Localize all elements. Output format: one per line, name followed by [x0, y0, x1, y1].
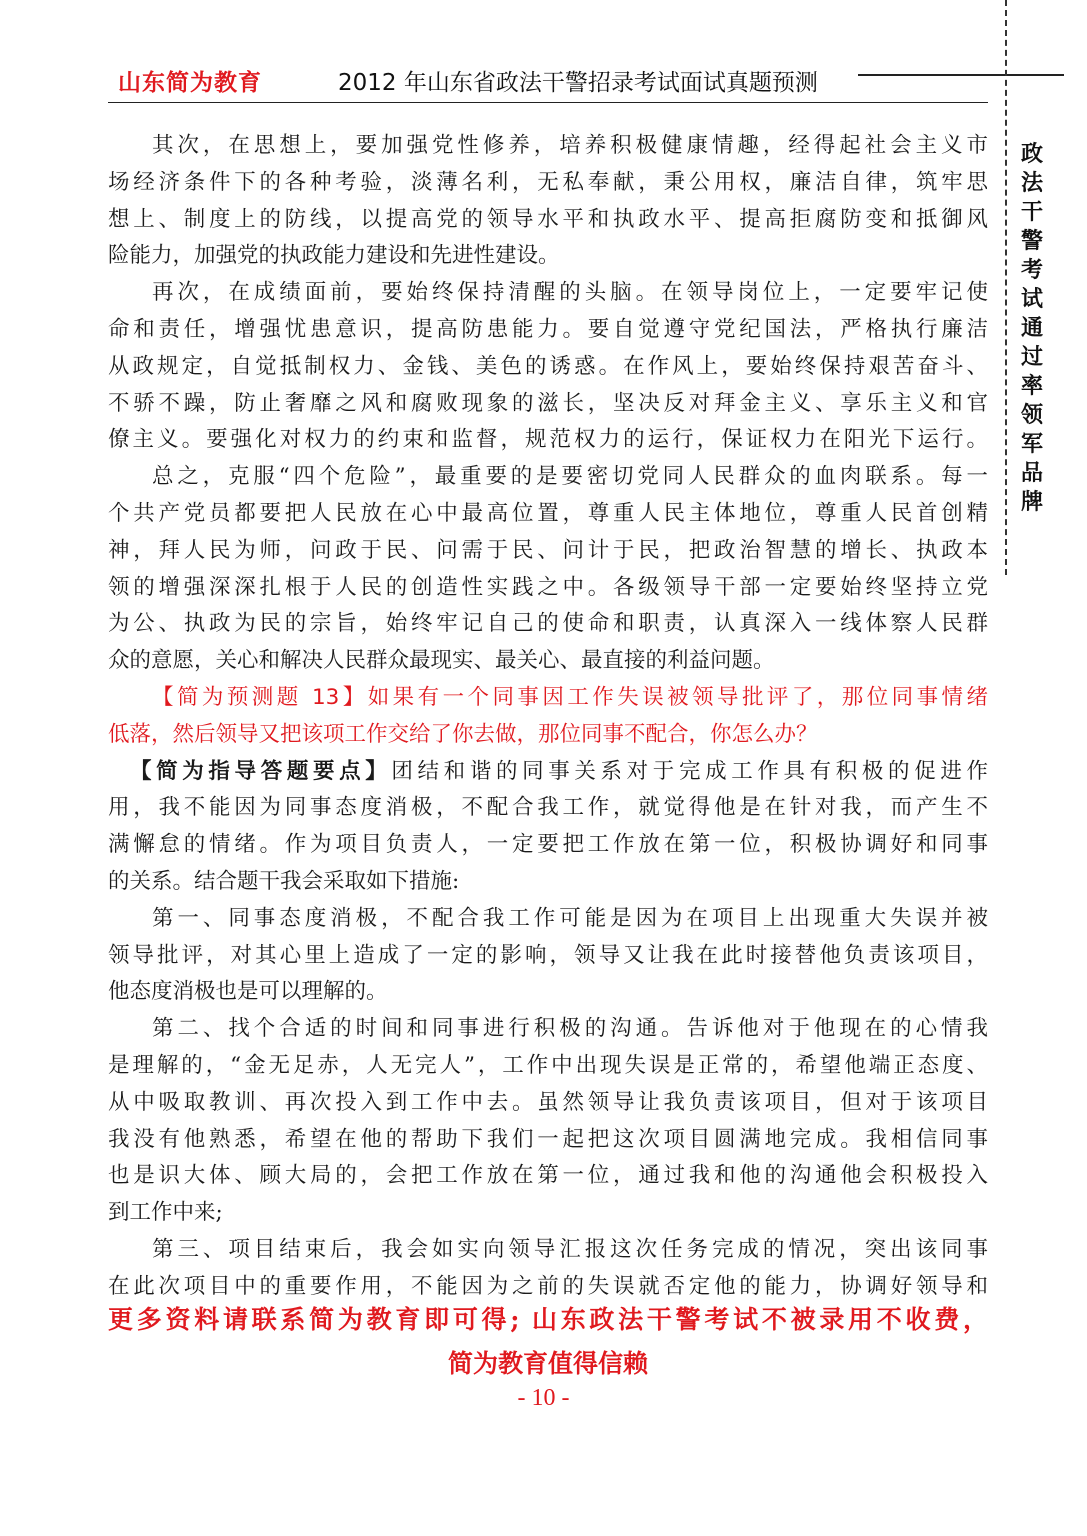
para1-line: 场经济条件下的各种考验，淡薄名利，无私奉献，秉公用权，廉洁自律，筑牢思	[108, 169, 988, 195]
para2-line: 僚主义。要强化对权力的约束和监督，规范权力的运行，保证权力在阳光下运行。	[108, 427, 988, 453]
para2-line: 不骄不躁，防止奢靡之风和腐败现象的滋长，坚决反对拜金主义、享乐主义和官	[108, 390, 988, 416]
point1-line: 领导批评，对其心里上造成了一定的影响，领导又让我在此时接替他负责该项目，	[108, 942, 988, 968]
para2-line: 再次，在成绩面前，要始终保持清醒的头脑。在领导岗位上，一定要牢记使	[152, 280, 988, 306]
answer-line: 的关系。结合题干我会采取如下措施:	[108, 868, 460, 894]
para2-line: 命和责任，增强忧患意识，提高防患能力。要自觉遵守党纪国法，严格执行廉洁	[108, 316, 988, 342]
side-slogan	[1017, 140, 1047, 517]
side-slogan-char: 考	[1020, 258, 1043, 283]
header-brand: 山东简为教育	[118, 70, 262, 96]
para2-line: 从政规定，自觉抵制权力、金钱、美色的诱惑。在作风上，要始终保持艰苦奋斗、	[108, 353, 988, 379]
answer-line	[108, 754, 988, 791]
point3-line: 第三、项目结束后，我会如实向领导汇报这次任务完成的情况，突出该同事	[152, 1236, 988, 1262]
para3-line: 总之，克服“四个危险”，最重要的是要密切党同人民群众的血肉联系。每一	[152, 464, 988, 490]
para1-line: 想上、制度上的防线，以提高党的领导水平和执政水平、提高拒腐防变和抵御风	[108, 206, 988, 232]
header-rule-right	[858, 74, 1064, 76]
question-line: 【简为预测题 13】如果有一个同事因工作失误被领导批评了，那位同事情绪	[152, 684, 988, 710]
para3-line: 神，拜人民为师，问政于民、问需于民、问计于民，把政治智慧的增长、执政本	[108, 537, 988, 563]
footer-note	[108, 1298, 988, 1386]
answer-text: 团结和谐的同事关系对于完成工作具有积极的促进作	[391, 758, 988, 784]
footer-line-1: 更多资料请联系简为教育即可得; 山东政法干警考试不被录用不收费，	[108, 1305, 988, 1334]
point3-line: 在此次项目中的重要作用，不能因为之前的失误就否定他的能力，协调好领导和	[108, 1273, 988, 1299]
question-line: 低落，然后领导又把该项工作交给了你去做，那位同事不配合，你怎么办？	[108, 721, 818, 747]
side-slogan-char: 警	[1020, 229, 1043, 254]
point1-line: 第一、同事态度消极，不配合我工作可能是因为在项目上出现重大失误并被	[152, 905, 988, 931]
para3-line: 领的增强深深扎根于人民的创造性实践之中。各级领导干部一定要始终坚持立党	[108, 574, 988, 600]
para3-line: 众的意愿，关心和解决人民群众最现实、最关心、最直接的利益问题。	[108, 648, 775, 674]
side-slogan-char: 率	[1020, 374, 1043, 399]
point2-line: 是理解的，“金无足赤，人无完人”，工作中出现失误是正常的，希望他端正态度、	[108, 1052, 988, 1078]
para3-line: 为公、执政为民的宗旨，始终牢记自己的使命和职责，认真深入一线体察人民群	[108, 611, 988, 637]
side-slogan-char: 法	[1020, 171, 1043, 196]
side-slogan-char: 通	[1020, 316, 1043, 341]
answer-lead: 【简为指导答题要点】	[130, 758, 392, 784]
side-slogan-char: 过	[1020, 345, 1043, 370]
point2-line: 我没有他熟悉，希望在他的帮助下我们一起把这次项目圆满地完成。我相信同事	[108, 1126, 988, 1152]
footer-line-2: 简为教育值得信赖	[447, 1349, 648, 1378]
point2-line: 从中吸取教训、再次投入到工作中去。虽然领导让我负责该项目，但对于该项目	[108, 1089, 988, 1115]
side-slogan-char: 军	[1020, 432, 1043, 457]
side-slogan-char: 试	[1020, 287, 1043, 312]
side-slogan-char: 政	[1020, 142, 1043, 167]
side-dashed-divider	[1005, 0, 1007, 575]
page-body	[108, 128, 988, 1306]
para1-line: 其次，在思想上，要加强党性修养，培养积极健康情趣，经得起社会主义市	[152, 133, 988, 158]
page-number: - 10 -	[517, 1385, 570, 1411]
point2-line: 到工作中来;	[108, 1200, 223, 1226]
side-slogan-char: 品	[1020, 461, 1043, 486]
side-slogan-char: 领	[1020, 403, 1043, 428]
header-rule	[108, 102, 988, 103]
answer-line: 用，我不能因为同事态度消极，不配合我工作，就觉得他是在针对我，而产生不	[108, 795, 988, 821]
para3-line: 个共产党员都要把人民放在心中最高位置，尊重人民主体地位，尊重人民首创精	[108, 500, 988, 526]
point2-line: 也是识大体、顾大局的，会把工作放在第一位，通过我和他的沟通他会积极投入	[108, 1163, 988, 1189]
side-slogan-char: 牌	[1020, 490, 1043, 515]
answer-line: 满懈怠的情绪。作为项目负责人，一定要把工作放在第一位，积极协调好和同事	[108, 832, 988, 858]
para1-line: 险能力，加强党的执政能力建设和先进性建设。	[108, 243, 560, 269]
header-title: 2012 年山东省政法干警招录考试面试真题预测	[338, 70, 818, 96]
point1-line: 他态度消极也是可以理解的。	[108, 979, 388, 1005]
point2-line: 第二、找个合适的时间和同事进行积极的沟通。告诉他对于他现在的心情我	[152, 1016, 988, 1042]
side-slogan-char: 干	[1020, 200, 1043, 225]
